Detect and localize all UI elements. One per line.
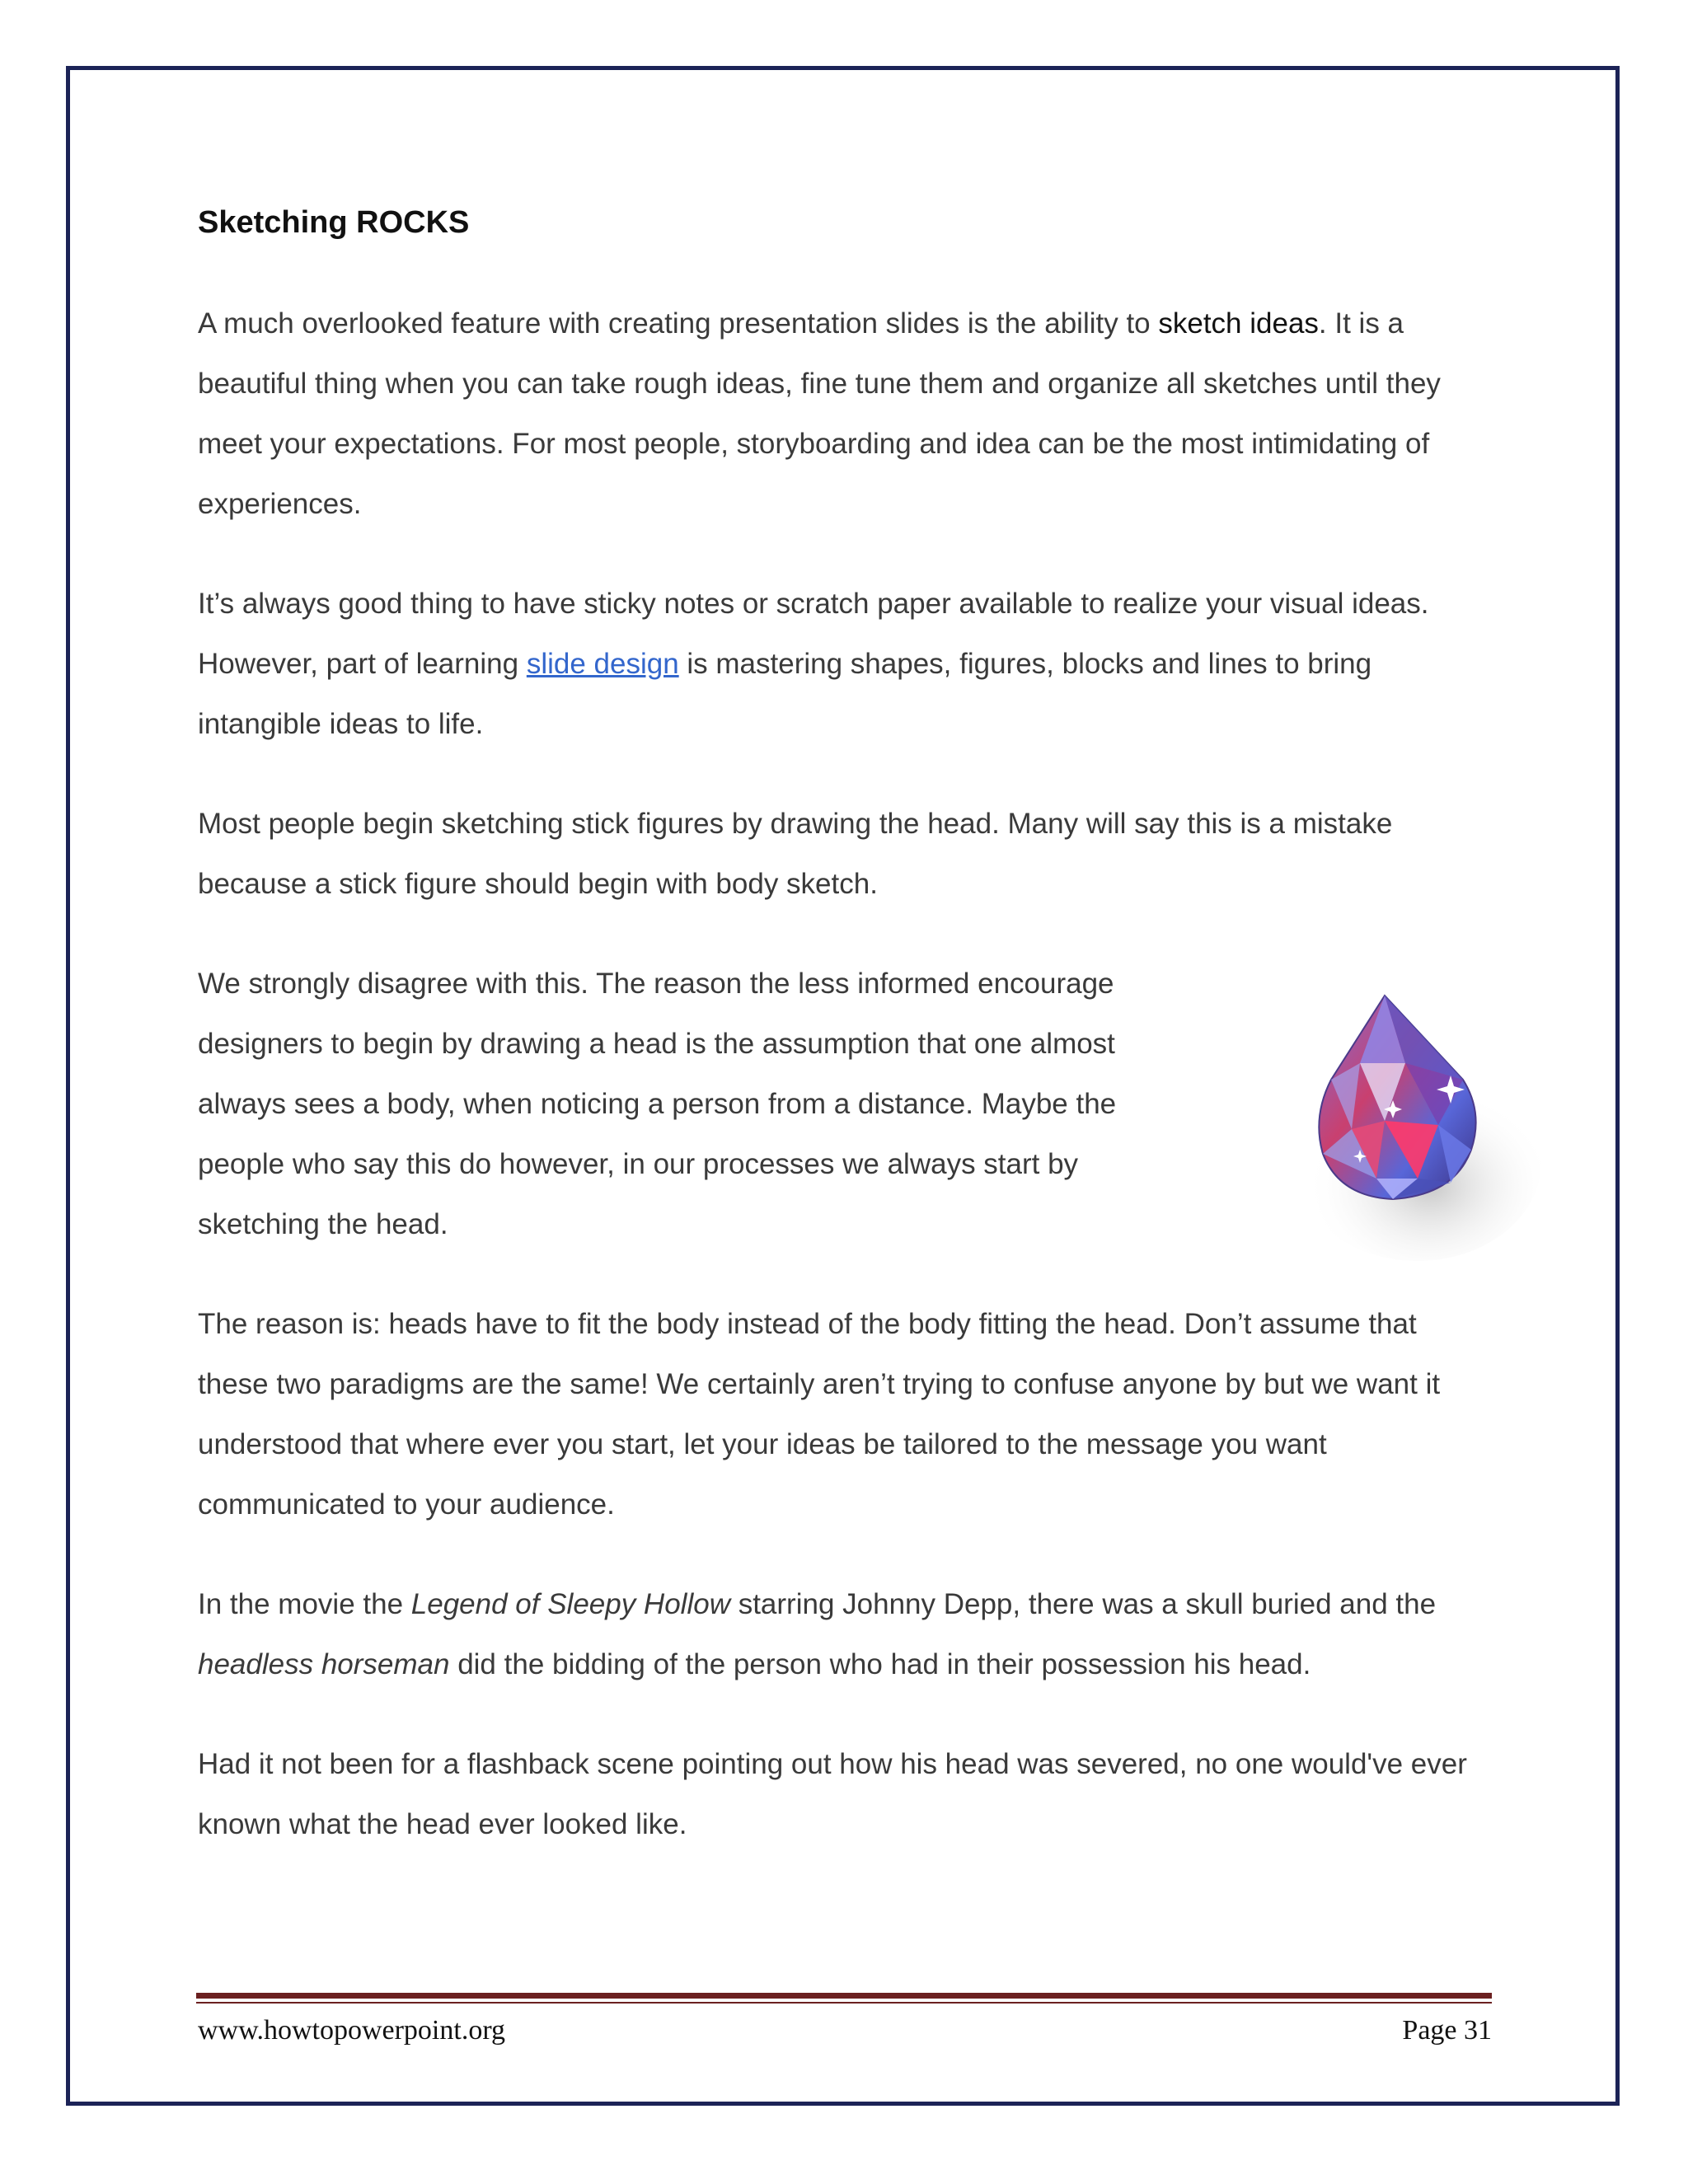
headless-horseman-phrase: headless horseman xyxy=(198,1648,450,1680)
paragraph-6-text-2: starring Johnny Depp, there was a skull buried and the xyxy=(729,1588,1437,1620)
sketch-ideas-phrase: sketch ideas xyxy=(1158,307,1319,340)
paragraph-1-text-start: A much overlooked feature with creating presentation slides is the ability to xyxy=(198,307,1159,340)
footer-rule xyxy=(196,1993,1492,1999)
paragraph-5: The reason is: heads have to fit the body instead of the body fitting the head. Don’t assume that these two paradigms are the same! We certainly aren’t trying to confuse anyone by but we want it understood that where ever you start, let your ideas be tailored to the message you want communicated to your audience. xyxy=(198,1308,1441,1521)
paragraph-4: We strongly disagree with this. The reason the less informed encourage designers to begin by drawing a head is the assumption that one almost always sees a body, when noticing a person from a distance. Maybe the people who say this do however, in our processes we always start by sketching the head. xyxy=(198,968,1117,1240)
paragraph-6-text-1: In the movie the xyxy=(198,1588,411,1620)
paragraph-6-text-3: did the bidding of the person who had in their possession his head. xyxy=(449,1648,1311,1680)
movie-title: Legend of Sleepy Hollow xyxy=(410,1588,730,1620)
slide-design-link[interactable]: slide design xyxy=(526,648,679,680)
paragraph-2 xyxy=(198,574,1492,754)
section-heading: Sketching ROCKS xyxy=(198,205,470,240)
paragraph-7: Had it not been for a flashback scene pointing out how his head was severed, no one would've ever known what the head ever looked like. xyxy=(198,1748,1467,1840)
paragraph-1 xyxy=(198,293,1492,534)
paragraph-1-text-end: . It is a beautiful thing when you can take rough ideas, fine tune them and organize all sketches until they meet your expectations. For most people, storyboarding and idea can be the most intimidating of experiences. xyxy=(198,307,1441,520)
paragraph-3: Most people begin sketching stick figures by drawing the head. Many will say this is a mistake because a stick figure should begin with body sketch. xyxy=(198,808,1393,900)
footer-rule-thin xyxy=(196,2002,1492,2004)
crystal-gem-icon xyxy=(1261,972,1558,1269)
page-number: Page 31 xyxy=(1402,2015,1492,2046)
footer-website: www.howtopowerpoint.org xyxy=(198,2015,506,2046)
paragraph-6 xyxy=(198,1574,1492,1694)
paragraph-2-text-end: is mastering shapes, figures, blocks and lines to bring intangible ideas to life. xyxy=(198,648,1372,740)
paragraph-2-text-start: It’s always good thing to have sticky notes or scratch paper available to realize your visual ideas. However, part of learning xyxy=(198,588,1429,680)
